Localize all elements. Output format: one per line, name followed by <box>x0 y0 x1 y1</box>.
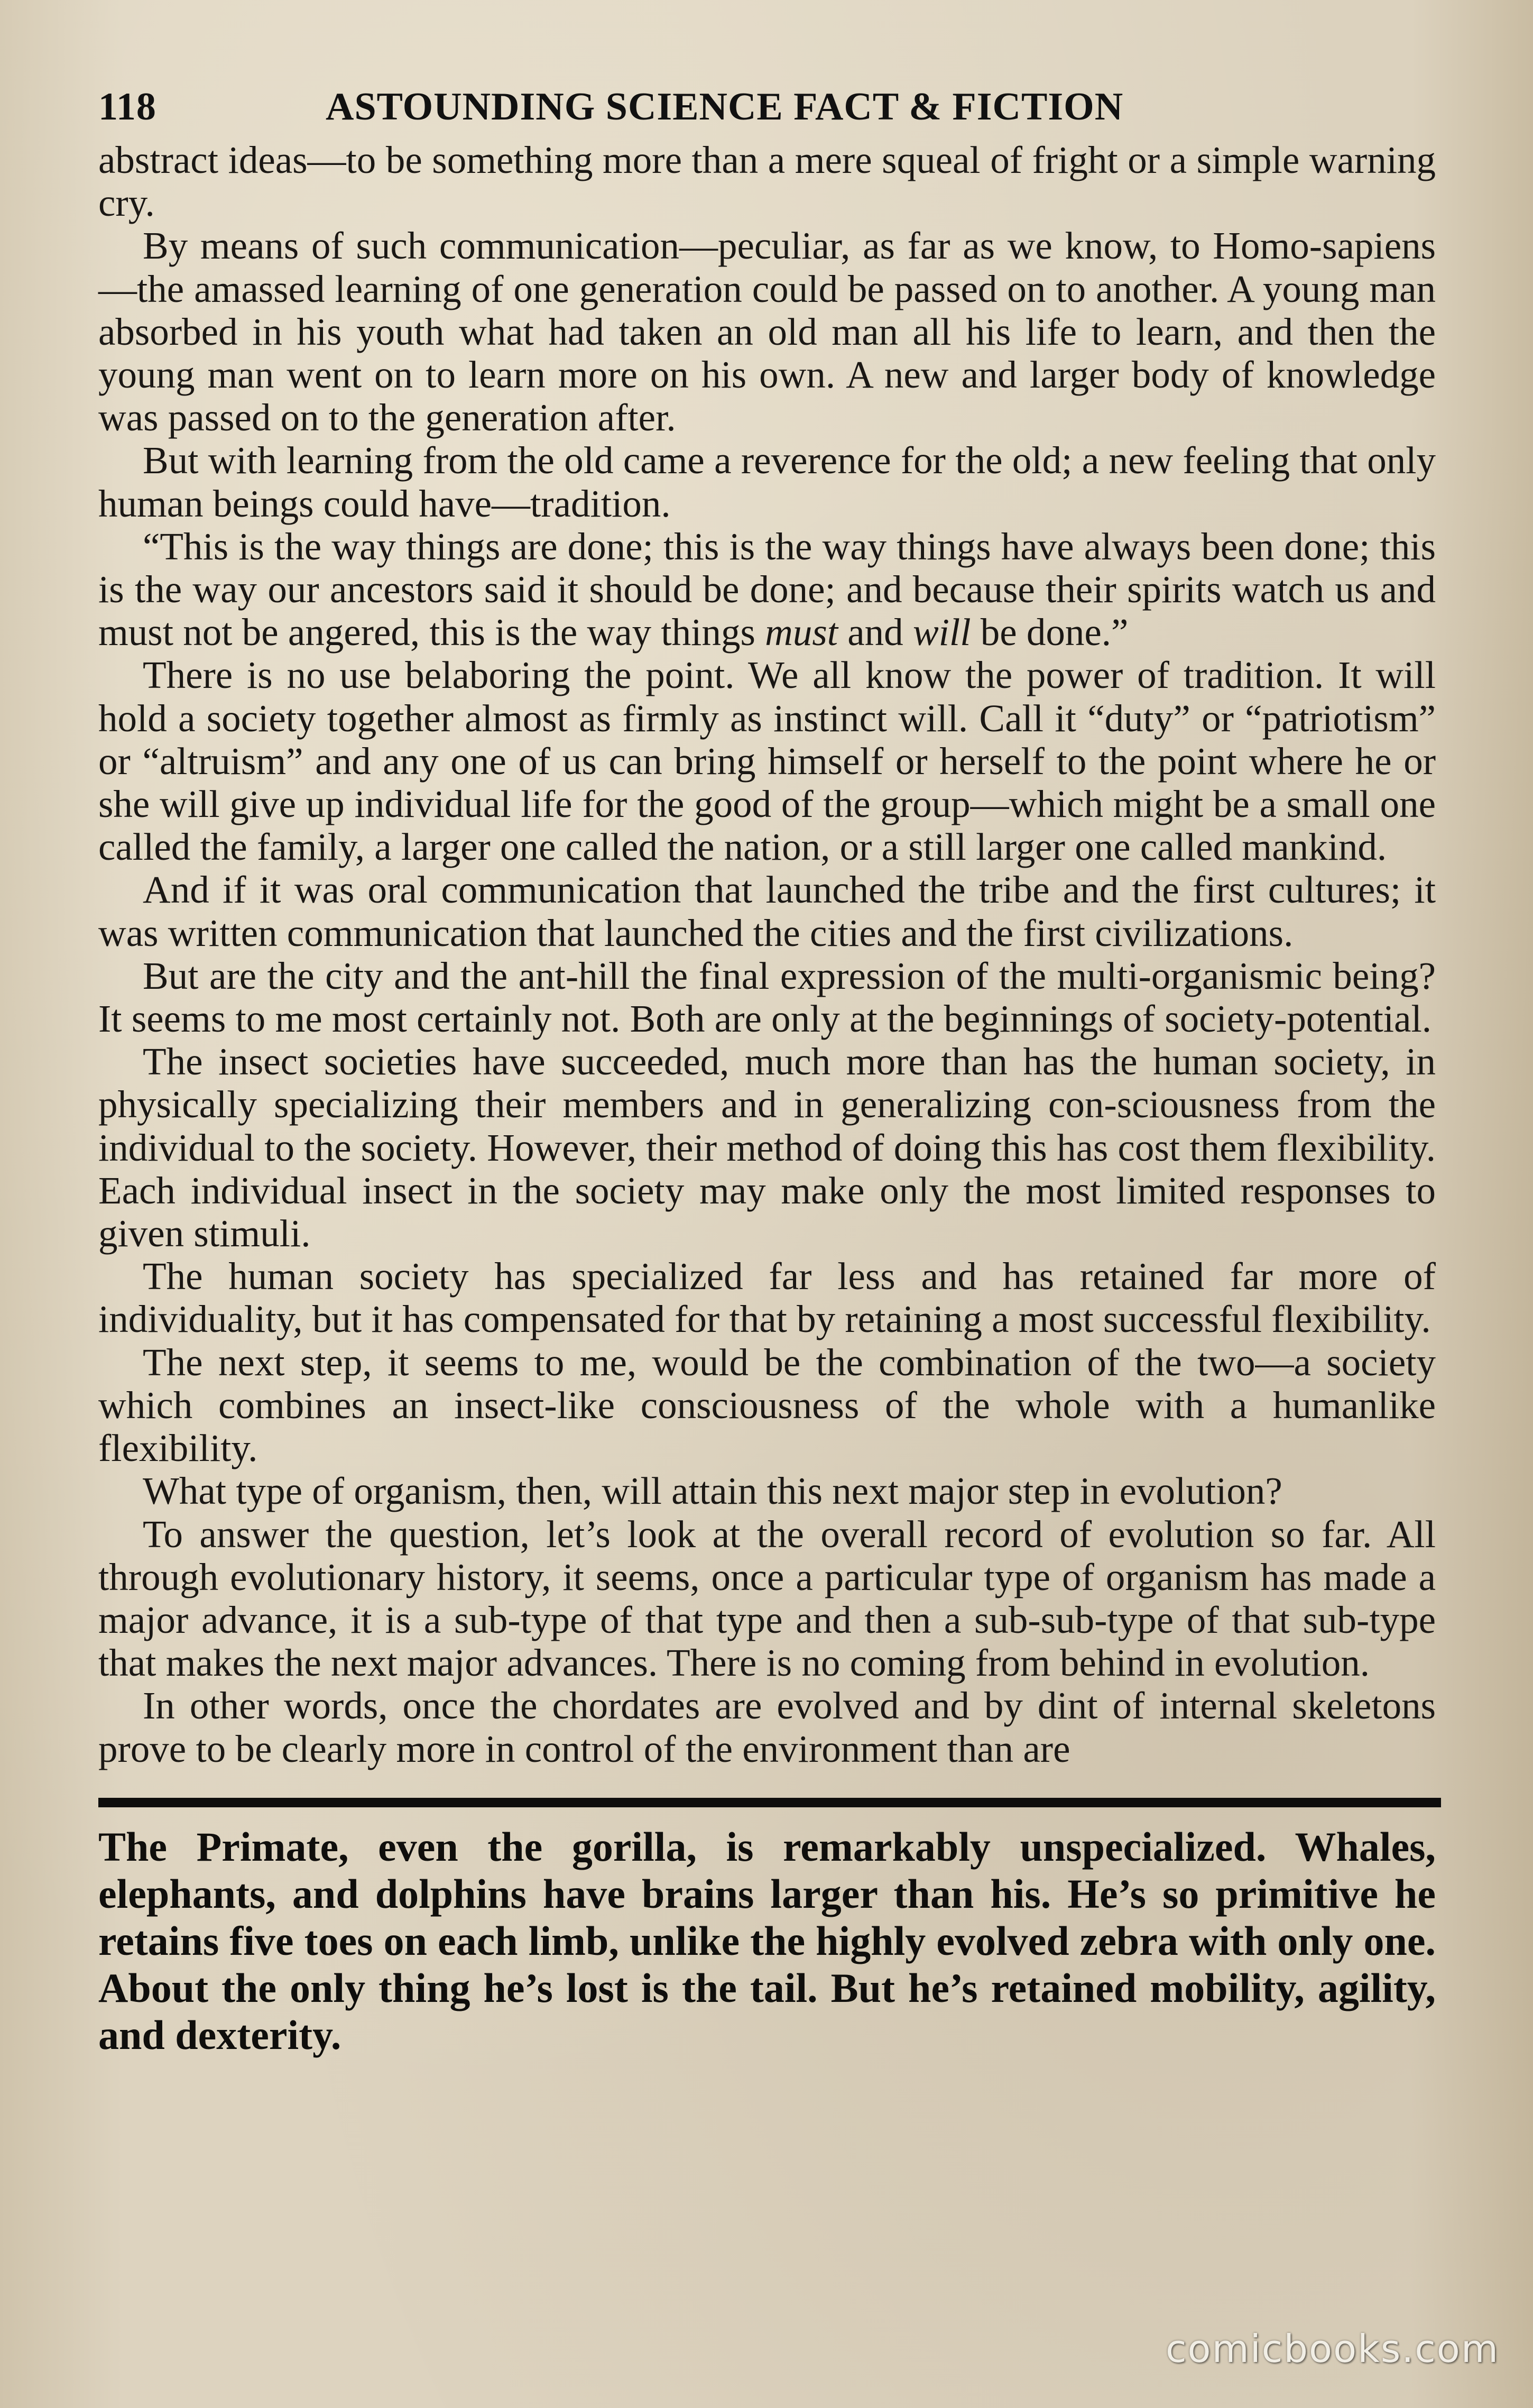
callout-divider <box>98 1798 1441 1807</box>
article-paragraph: The human society has specialized far less and has retained far more of individuality, but it has compensated for that by retaining a most successful flexibility. <box>98 1255 1436 1341</box>
article-paragraph: By means of such communication—peculiar, as far as we know, to Homo-sapiens—the amassed learning of one generation could be passed on to another. A young man absorbed in his youth what had taken an old man all his life to learn, and then the young man went on to learn more on his own. A new and larger body of knowledge was passed on to the generation after. <box>98 224 1436 439</box>
quote-text: “This is the way things are done; this is the way things have always been done; this is the way our ancestors said it should be done; and because their spirits watch us and must not be angered, this is the way things <box>98 525 1436 654</box>
quote-text: be done.” <box>971 611 1129 654</box>
article-paragraph: And if it was oral communication that launched the tribe and the first cultures; it was written communication that launched the cities and the first civilizations. <box>98 868 1436 954</box>
article-paragraph: abstract ideas—to be something more than a mere squeal of fright or a simple warning cry. <box>98 139 1436 225</box>
article-paragraph: What type of organism, then, will attain this next major step in evolution? <box>143 1469 1282 1513</box>
pull-quote-callout: The Primate, even the gorilla, is remarkably unspecialized. Whales, elephants, and dolphins have brains larger than his. He’s so primitive he retains five toes on each limb, unlike the highly evolved zebra with only one. About the only thing he’s lost is the tail. But he’s retained mobility, agility, and dexterity. <box>98 1823 1436 2058</box>
emphasis-must: must <box>765 611 838 654</box>
article-paragraph: To answer the question, let’s look at the overall record of evolution so far. All through evolutionary history, it seems, once a particular type of organism has made a major advance, it is a sub-type of that type and then a sub-sub-type of that sub-type that makes the next major advances. There is no coming from behind in evolution. <box>98 1512 1436 1685</box>
article-paragraph: The next step, it seems to me, would be the combination of the two—a society which combines an insect-like consciousness of the whole with a humanlike flexibility. <box>98 1340 1436 1470</box>
article-paragraph: But with learning from the old came a reverence for the old; a new feeling that only human beings could have—tradition. <box>98 439 1436 525</box>
article-paragraph: The insect societies have succeeded, much more than has the human society, in physically specializing their members and in generalizing con-sciousness from the individual to the society. However, their method of doing this has cost them flexibility. Each individual insect in the society may make only the most limited responses to given stimuli. <box>98 1040 1436 1255</box>
article-paragraph: In other words, once the chordates are evolved and by dint of internal skeletons prove to be clearly more in control of the environment than are <box>98 1684 1436 1770</box>
page-number: 118 <box>98 85 156 128</box>
article-paragraph: There is no use belaboring the point. We all know the power of tradition. It will hold a society together almost as firmly as instinct will. Call it “duty” or “patriotism” or “altruism” and any one of us can bring himself or herself to the point where he or she will give up individual life for the good of the group—which might be a small one called the family, a larger one called the nation, or a still larger one called mankind. <box>98 654 1436 869</box>
article-body <box>98 139 1436 1770</box>
site-watermark: comicbooks.com <box>1165 2327 1499 2371</box>
magazine-page <box>98 85 1436 2358</box>
emphasis-will: will <box>912 611 971 654</box>
running-head <box>98 85 1436 132</box>
magazine-title: ASTOUNDING SCIENCE FACT & FICTION <box>326 85 1124 128</box>
article-paragraph: But are the city and the ant-hill the final expression of the multi-organismic being? It seems to me most certainly not. Both are only at the beginnings of society-potential. <box>98 954 1436 1041</box>
quote-text: and <box>838 611 913 654</box>
article-paragraph-quote <box>98 525 1436 654</box>
